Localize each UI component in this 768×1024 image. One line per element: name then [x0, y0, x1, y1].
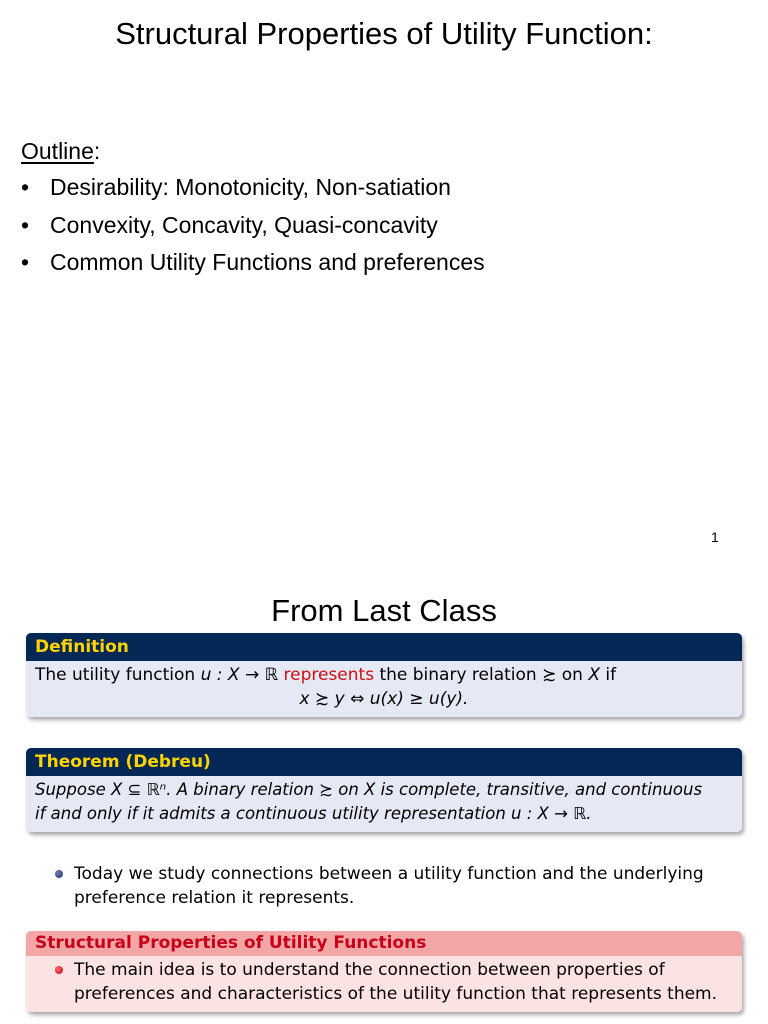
- page-number: 1: [711, 529, 719, 545]
- today-line2: preference relation it represents.: [74, 888, 355, 908]
- definition-text-b: the binary relation ≿ on: [374, 665, 589, 685]
- structural-body: [26, 956, 742, 1012]
- bullet-ball-icon: [55, 966, 63, 974]
- bullet-icon: •: [21, 174, 30, 200]
- definition-represents: represents: [278, 665, 375, 685]
- structural-bullet: [55, 958, 742, 1006]
- bullet-icon: •: [21, 249, 30, 275]
- outline-item-text: Convexity, Concavity, Quasi-concavity: [50, 211, 438, 238]
- theorem-block: [26, 748, 742, 832]
- definition-header: Definition: [26, 633, 742, 661]
- theorem-line1: Suppose X ⊆ ℝⁿ. A binary relation ≿ on X is complete, transitive, and continuous: [35, 780, 703, 799]
- structural-line1: The main idea is to understand the connection between properties of: [74, 960, 665, 980]
- definition-x: X: [588, 665, 600, 685]
- theorem-body: [26, 776, 742, 832]
- outline-colon: :: [93, 138, 101, 164]
- outline-label-text: Outline: [21, 138, 94, 164]
- outline-list: [21, 172, 485, 285]
- structural-header: Structural Properties of Utility Functions: [26, 931, 742, 956]
- outline-item-text: Common Utility Functions and preferences: [50, 249, 485, 275]
- outline-item: [21, 210, 485, 248]
- definition-formula: x ≿ y ⇔ u(x) ≥ u(y).: [299, 689, 469, 709]
- theorem-line2: if and only if it admits a continuous utility representation u : X → ℝ.: [35, 804, 592, 823]
- today-line1: Today we study connections between a utility function and the underlying: [74, 864, 704, 884]
- outline-item: [21, 247, 485, 285]
- slide1-title: Structural Properties of Utility Function:: [115, 16, 653, 51]
- definition-text-a: The utility function: [35, 665, 201, 685]
- bullet-icon: •: [21, 211, 30, 238]
- definition-body: [26, 661, 742, 717]
- definition-line1: [35, 663, 733, 687]
- structural-block: [26, 931, 742, 1012]
- slide2-title: From Last Class: [271, 593, 497, 628]
- structural-line2: preferences and characteristics of the utility function that represents them.: [74, 984, 718, 1004]
- definition-text-c: if: [600, 665, 617, 685]
- definition-math: u : X → ℝ: [200, 665, 279, 685]
- outline-label: [21, 136, 100, 166]
- theorem-header: Theorem (Debreu): [26, 748, 742, 776]
- definition-block: [26, 633, 742, 717]
- bullet-ball-icon: [55, 870, 63, 878]
- outline-item: [21, 172, 485, 210]
- outline-item-text: Desirability: Monotonicity, Non-satiation: [50, 174, 451, 200]
- today-bullet: [55, 862, 754, 910]
